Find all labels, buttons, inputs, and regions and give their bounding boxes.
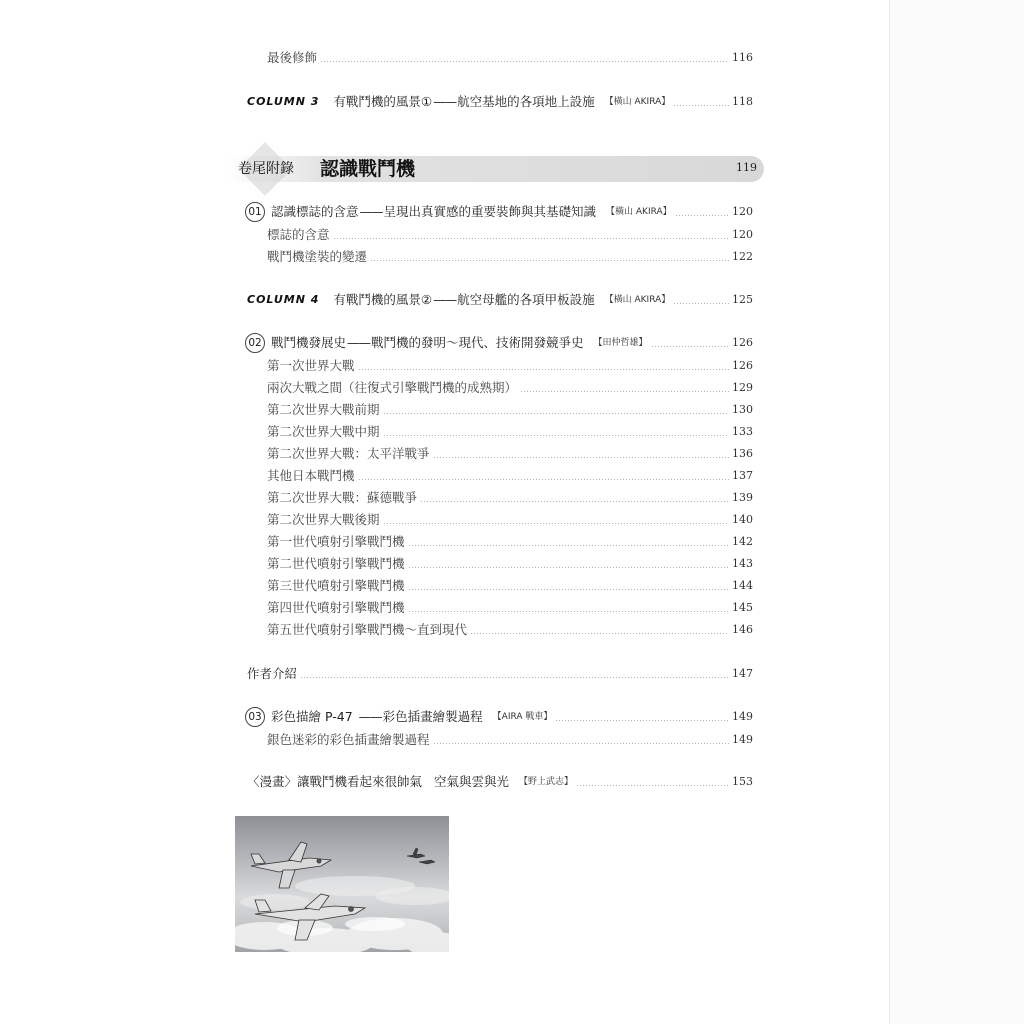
title-dash: —— [433, 292, 457, 307]
toc-chapter-03[interactable] [245, 707, 753, 727]
chapter-number-badge: 01 [245, 202, 265, 222]
toc-entry-text: 第二次世界大戰前期 [267, 402, 380, 417]
page-edge [889, 0, 890, 1024]
dot-leader [576, 785, 729, 786]
dot-leader [408, 567, 729, 568]
chapter-title-b: 戰鬥機的發明～現代、技術開發競爭史 [371, 335, 584, 350]
toc-entry[interactable] [267, 247, 753, 267]
toc-entry-text: 作者介紹 [247, 666, 298, 681]
toc-page-number: 122 [732, 250, 753, 263]
toc-column-3[interactable] [247, 92, 753, 112]
toc-entry-text: 第四世代噴射引擎戰鬥機 [267, 600, 405, 615]
title-dash: —— [358, 709, 382, 724]
toc-page-number: 143 [732, 557, 753, 570]
appendix-page-number: 119 [736, 161, 757, 174]
toc-page-number: 130 [732, 403, 753, 416]
toc-chapter-02[interactable] [245, 333, 753, 353]
toc-page-number: 137 [732, 469, 753, 482]
toc-entry[interactable] [267, 554, 753, 574]
author-credit: 【橫山 AKIRA】 [604, 97, 671, 107]
toc-entry[interactable] [267, 444, 753, 464]
dot-leader [420, 501, 729, 502]
chapter-title-a: 彩色描繪 P-47 [271, 709, 353, 724]
toc-page-number: 142 [732, 535, 753, 548]
dot-leader [358, 479, 729, 480]
toc-entry-text: 第二次世界大戰中期 [267, 424, 380, 439]
toc-entry-text: 最後修飾 [267, 50, 318, 65]
toc-entry-text: 銀色迷彩的彩色插畫繪製過程 [267, 732, 430, 747]
dot-leader [433, 743, 729, 744]
toc-entry-text: 第二次世界大戰：蘇德戰爭 [267, 490, 418, 505]
jet-fighters-over-clouds-icon [235, 816, 449, 952]
toc-authors[interactable] [247, 664, 753, 684]
toc-page-number: 129 [732, 381, 753, 394]
chapter-title-b: 呈現出真實感的重要裝飾與其基礎知識 [383, 204, 597, 219]
title-dash: —— [347, 335, 371, 350]
toc-entry[interactable] [267, 400, 753, 420]
manga-title-b: 空氣與雲與光 [434, 774, 510, 789]
dot-leader [383, 413, 729, 414]
toc-page-number: 145 [732, 601, 753, 614]
toc-entry[interactable] [267, 576, 753, 596]
toc-manga[interactable] [247, 772, 753, 792]
toc-page-number: 147 [732, 667, 753, 680]
jet-fighters-illustration [235, 816, 449, 952]
author-credit: 【橫山 AKIRA】 [606, 207, 672, 217]
toc-entry-text: 第二世代噴射引擎戰鬥機 [267, 556, 405, 571]
toc-entry[interactable] [267, 532, 753, 552]
toc-page-number: 144 [732, 579, 753, 592]
dot-leader [470, 633, 729, 634]
toc-page-number: 133 [732, 425, 753, 438]
dot-leader [383, 523, 729, 524]
toc-entry[interactable] [267, 510, 753, 530]
toc-page-number: 149 [732, 710, 753, 723]
toc-entry[interactable] [267, 422, 753, 442]
dot-leader [520, 391, 729, 392]
toc-entry-text: 兩次大戰之間（往復式引擎戰鬥機的成熟期） [267, 380, 518, 395]
toc-page-number: 125 [732, 293, 753, 306]
toc-entry[interactable] [267, 730, 753, 750]
toc-entry-text: 第五世代噴射引擎戰鬥機～直到現代 [267, 622, 468, 637]
column-title-a: 有戰鬥機的風景① [333, 94, 433, 109]
chapter-number-badge: 03 [245, 707, 265, 727]
dot-leader [408, 545, 729, 546]
chapter-title-a: 戰鬥機發展史 [271, 335, 347, 350]
column-title-b: 航空母艦的各項甲板設施 [457, 292, 595, 307]
toc-entry-text: 第三世代噴射引擎戰鬥機 [267, 578, 405, 593]
title-dash: —— [359, 204, 383, 219]
page-gutter [890, 0, 1024, 1024]
toc-entry-text: 第一世代噴射引擎戰鬥機 [267, 534, 405, 549]
dot-leader [320, 61, 729, 62]
toc-entry[interactable] [267, 225, 753, 245]
toc-entry[interactable] [267, 598, 753, 618]
chapter-title-b: 彩色插畫繪製過程 [382, 709, 483, 724]
toc-page-number: 126 [732, 359, 753, 372]
toc-entry-text: 標誌的含意 [267, 227, 330, 242]
toc-entry[interactable] [267, 378, 753, 398]
dot-leader [408, 611, 729, 612]
toc-entry-text: 第二次世界大戰後期 [267, 512, 380, 527]
toc-entry[interactable] [267, 488, 753, 508]
author-credit: 【野上武志】 [519, 777, 574, 787]
toc-chapter-01[interactable] [245, 202, 753, 222]
appendix-label: 卷尾附錄 [238, 161, 294, 177]
appendix-title[interactable]: 認識戰鬥機 [320, 158, 416, 180]
toc-page-number: 120 [732, 205, 753, 218]
toc-entry[interactable] [267, 466, 753, 486]
toc-entry[interactable] [267, 356, 753, 376]
dot-leader [358, 369, 729, 370]
dot-leader [408, 589, 729, 590]
column-title-b: 航空基地的各項地上設施 [457, 94, 595, 109]
toc-entry-text: 其他日本戰鬥機 [267, 468, 355, 483]
toc-page-number: 149 [732, 733, 753, 746]
author-credit: 【田仲哲雄】 [593, 338, 648, 348]
manga-title-a: 〈漫畫〉讓戰鬥機看起來很帥氣 [247, 774, 423, 789]
toc-entry-text: 第二次世界大戰：太平洋戰爭 [267, 446, 430, 461]
toc-page-number: 116 [732, 51, 753, 64]
toc-page-number: 139 [732, 491, 753, 504]
column-title-a: 有戰鬥機的風景② [333, 292, 433, 307]
dot-leader [651, 346, 729, 347]
toc-column-4[interactable] [247, 290, 753, 310]
toc-entry-text: 第一次世界大戰 [267, 358, 355, 373]
column-tag: COLUMN 4 [247, 293, 320, 306]
toc-page-number: 140 [732, 513, 753, 526]
chapter-title-a: 認識標誌的含意 [271, 204, 359, 219]
chapter-number-badge: 02 [245, 333, 265, 353]
author-credit: 【AIRA 戰車】 [492, 712, 553, 722]
toc-page-number: 153 [732, 775, 753, 788]
dot-leader [673, 105, 729, 106]
dot-leader [673, 303, 729, 304]
appendix-header-bar [228, 156, 764, 182]
toc-entry[interactable] [267, 620, 753, 640]
dot-leader [300, 677, 729, 678]
dot-leader [383, 435, 729, 436]
title-dash: —— [433, 94, 457, 109]
dot-leader [555, 720, 729, 721]
dot-leader [370, 260, 729, 261]
toc-page-number: 120 [732, 228, 753, 241]
toc-page-number: 146 [732, 623, 753, 636]
toc-page-number: 118 [732, 95, 753, 108]
toc-page-number: 126 [732, 336, 753, 349]
dot-leader [333, 238, 729, 239]
toc-entry-text: 戰鬥機塗裝的變遷 [267, 249, 368, 264]
dot-leader [675, 215, 729, 216]
column-tag: COLUMN 3 [247, 95, 320, 108]
toc-entry[interactable] [267, 48, 753, 68]
toc-page-number: 136 [732, 447, 753, 460]
dot-leader [433, 457, 729, 458]
author-credit: 【橫山 AKIRA】 [604, 295, 671, 305]
